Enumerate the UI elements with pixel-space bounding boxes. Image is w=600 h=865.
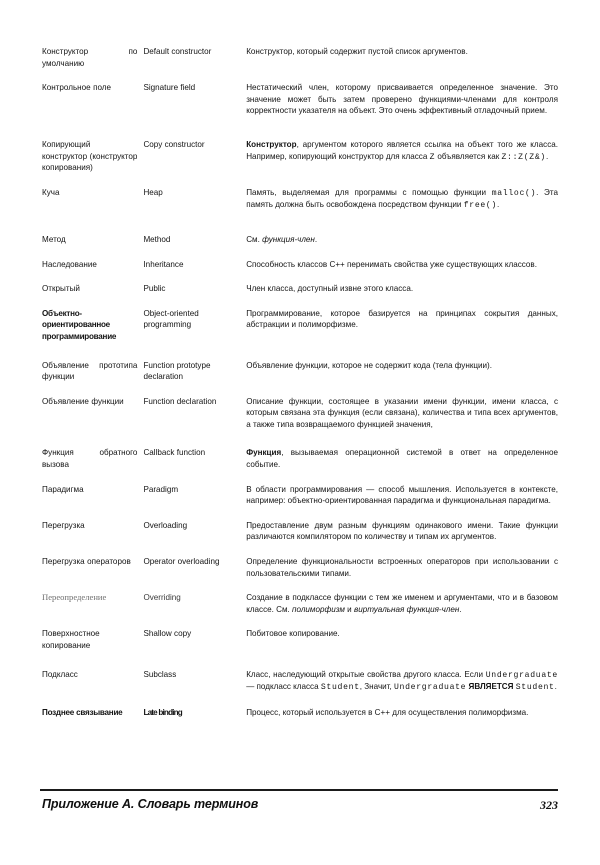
definition-text: Член класса, доступный извне этого класса. [246, 284, 414, 294]
term-english: Subclass [143, 669, 177, 679]
term-english: Late binding [143, 707, 182, 717]
term-russian: Объектно-ориентированное программирование [42, 308, 117, 341]
definition-text: Определение функциональности встроенных операторов при использовании с пользовательскими типами. [246, 557, 558, 578]
term-definition [246, 520, 558, 556]
term-definition [246, 234, 558, 259]
glossary-table-body [42, 46, 558, 731]
term-definition [246, 283, 558, 308]
term-definition [246, 396, 558, 448]
definition-text: объявляется как [435, 151, 502, 161]
term-definition [246, 360, 558, 396]
emphasis-text: ЯВЛЯЕТСЯ [466, 682, 516, 692]
glossary-row [42, 259, 558, 284]
term-russian: Наследование [42, 259, 97, 269]
footer-title: Приложение А. Словарь терминов [42, 797, 259, 811]
definition-text: . [459, 604, 462, 614]
definition-text: Процесс, который используется в C++ для осуществления полиморфизма. [246, 707, 529, 717]
definition-text: — подкласс класса [246, 682, 321, 692]
term-russian: Копирующий конструктор (конструктор копирования) [42, 139, 138, 173]
glossary-row [42, 484, 558, 520]
glossary-row [42, 187, 558, 234]
term-russian: Открытый [42, 284, 80, 294]
definition-text: Объявление функции, которое не содержит кода (тела функции). [246, 360, 492, 370]
term-english: Shallow copy [143, 629, 192, 639]
term-definition [246, 447, 558, 483]
glossary-row [42, 234, 558, 259]
term-english: Paradigm [143, 484, 179, 494]
term-russian: Подкласс [42, 669, 78, 679]
definition-lead-word: Функция [246, 448, 282, 458]
definition-text: Программирование, которое базируется на принципах сокрытия данных, абстракции и полиморфизме. [246, 308, 558, 330]
code-literal: Undergraduate [394, 683, 467, 693]
definition-text: . Эта память должна быть освобождена посредством функции [246, 187, 558, 210]
glossary-row [42, 669, 558, 707]
term-english: Default constructor [143, 47, 212, 56]
term-definition [246, 259, 558, 284]
term-english: Operator overloading [143, 557, 220, 567]
glossary-row [42, 396, 558, 448]
code-literal: Z::Z(Z&) [501, 152, 546, 162]
code-literal: free() [463, 201, 498, 211]
term-english: Callback function [143, 448, 206, 458]
term-definition [246, 592, 558, 628]
code-literal: Student [320, 683, 360, 693]
glossary-row [42, 82, 558, 139]
glossary-row [42, 520, 558, 556]
term-english: Method [143, 234, 171, 244]
term-definition [246, 556, 558, 592]
term-definition [246, 669, 558, 707]
glossary-row [42, 308, 558, 360]
glossary-row [42, 707, 558, 732]
term-english: Overloading [143, 520, 188, 530]
definition-text: См. [246, 234, 263, 244]
term-russian: Позднее связывание [42, 707, 123, 717]
term-russian: Метод [42, 234, 66, 244]
definition-text: . [314, 234, 318, 244]
footer-divider [40, 789, 558, 791]
glossary-row [42, 360, 558, 396]
term-russian: Куча [42, 187, 60, 197]
term-definition [246, 82, 558, 139]
definition-text: , вызываемая операционной системой в ответ на определенное событие. [246, 448, 558, 470]
definition-text: . [554, 682, 557, 692]
definition-text: Память, выделяемая для программы с помощью функции [246, 187, 492, 197]
term-definition [246, 187, 558, 234]
footer-page-number: 323 [540, 798, 558, 812]
term-english: Signature field [143, 83, 196, 93]
definition-text: , Значит, [359, 682, 394, 692]
term-russian: Объявление функции [42, 396, 124, 406]
term-russian: Объявление прототипа функции [42, 360, 138, 382]
code-literal: Z [429, 152, 436, 162]
definition-text: Конструктор, который содержит пустой список аргументов. [246, 47, 468, 56]
term-russian: Функция обратного вызова [42, 448, 138, 470]
definition-text: Предоставление двум разным функциям одинакового имени. Такие функции различаются компилятором по количеству и типам их аргументов. [246, 520, 558, 542]
definition-text: . [545, 151, 549, 161]
definition-text: Способность классов C++ перенимать свойства уже существующих классов. [246, 259, 537, 269]
term-english: Public [143, 284, 166, 294]
cross-reference: виртуальная функция-член [353, 604, 460, 614]
glossary-row [42, 628, 558, 668]
term-english: Inheritance [143, 259, 184, 269]
glossary-row [42, 46, 558, 82]
cross-reference: полиморфизм [292, 604, 345, 614]
term-english: Heap [143, 187, 163, 197]
term-russian: Конструктор по умолчанию [42, 47, 138, 68]
term-english: Function prototype declaration [143, 360, 211, 382]
term-english: Copy constructor [143, 139, 205, 149]
term-russian: Парадигма [42, 484, 84, 494]
definition-lead-word: Конструктор [246, 139, 297, 149]
term-russian: Перегрузка операторов [42, 557, 131, 567]
term-russian: Переопределение [42, 592, 107, 603]
term-russian: Перегрузка [42, 520, 85, 530]
code-literal: Undergraduate [485, 670, 558, 680]
definition-text: Создание в подклассе функции с тем же именем и аргументами, что и в базовом классе. См. [246, 593, 558, 614]
definition-text: Побитовое копирование. [246, 629, 340, 639]
term-russian: Поверхностное копирование [42, 629, 100, 650]
glossary-row [42, 283, 558, 308]
term-definition [246, 628, 558, 668]
code-literal: Student [515, 683, 555, 693]
glossary-row [42, 592, 558, 628]
glossary-row [42, 556, 558, 592]
definition-text: Класс, наследующий открытые свойства другого класса. Если [246, 669, 486, 679]
term-definition [246, 308, 558, 360]
term-definition [246, 707, 558, 732]
definition-text: и [344, 604, 354, 614]
definition-text: , аргументом которого является ссылка на объект того же класса. Например, копирующий конструктор для класса [246, 139, 558, 161]
definition-text: Описание функции, состоящее в указании имени функции, имени класса, с которым связана эта функция (если связана), количества и типа всех аргументов, а также типа возвращаемого функцией значения, [246, 396, 558, 429]
glossary-table [42, 46, 558, 731]
definition-text: В области программирования — способ мышления. Используется в контексте, например: объектно-ориентированная парадигма и функциональная парадигма. [246, 484, 558, 506]
term-definition [246, 484, 558, 520]
cross-reference: функция-член [262, 234, 315, 244]
definition-text: . [497, 200, 500, 210]
term-english: Overriding [143, 593, 181, 603]
code-literal: malloc() [491, 188, 537, 198]
definition-text: Нестатический член, которому присваивается определенное значение. Это значение может быть затем проверено функциями-членами для контроля корректности указателя на объект. Это очень эффективный отладочный прием. [246, 83, 558, 116]
term-definition [246, 139, 558, 187]
term-russian: Контрольное поле [42, 83, 112, 93]
glossary-row [42, 139, 558, 187]
term-definition [246, 46, 558, 82]
glossary-row [42, 447, 558, 483]
term-english: Object-oriented programming [143, 308, 199, 330]
page-footer [42, 797, 558, 817]
term-english: Function declaration [143, 396, 217, 406]
